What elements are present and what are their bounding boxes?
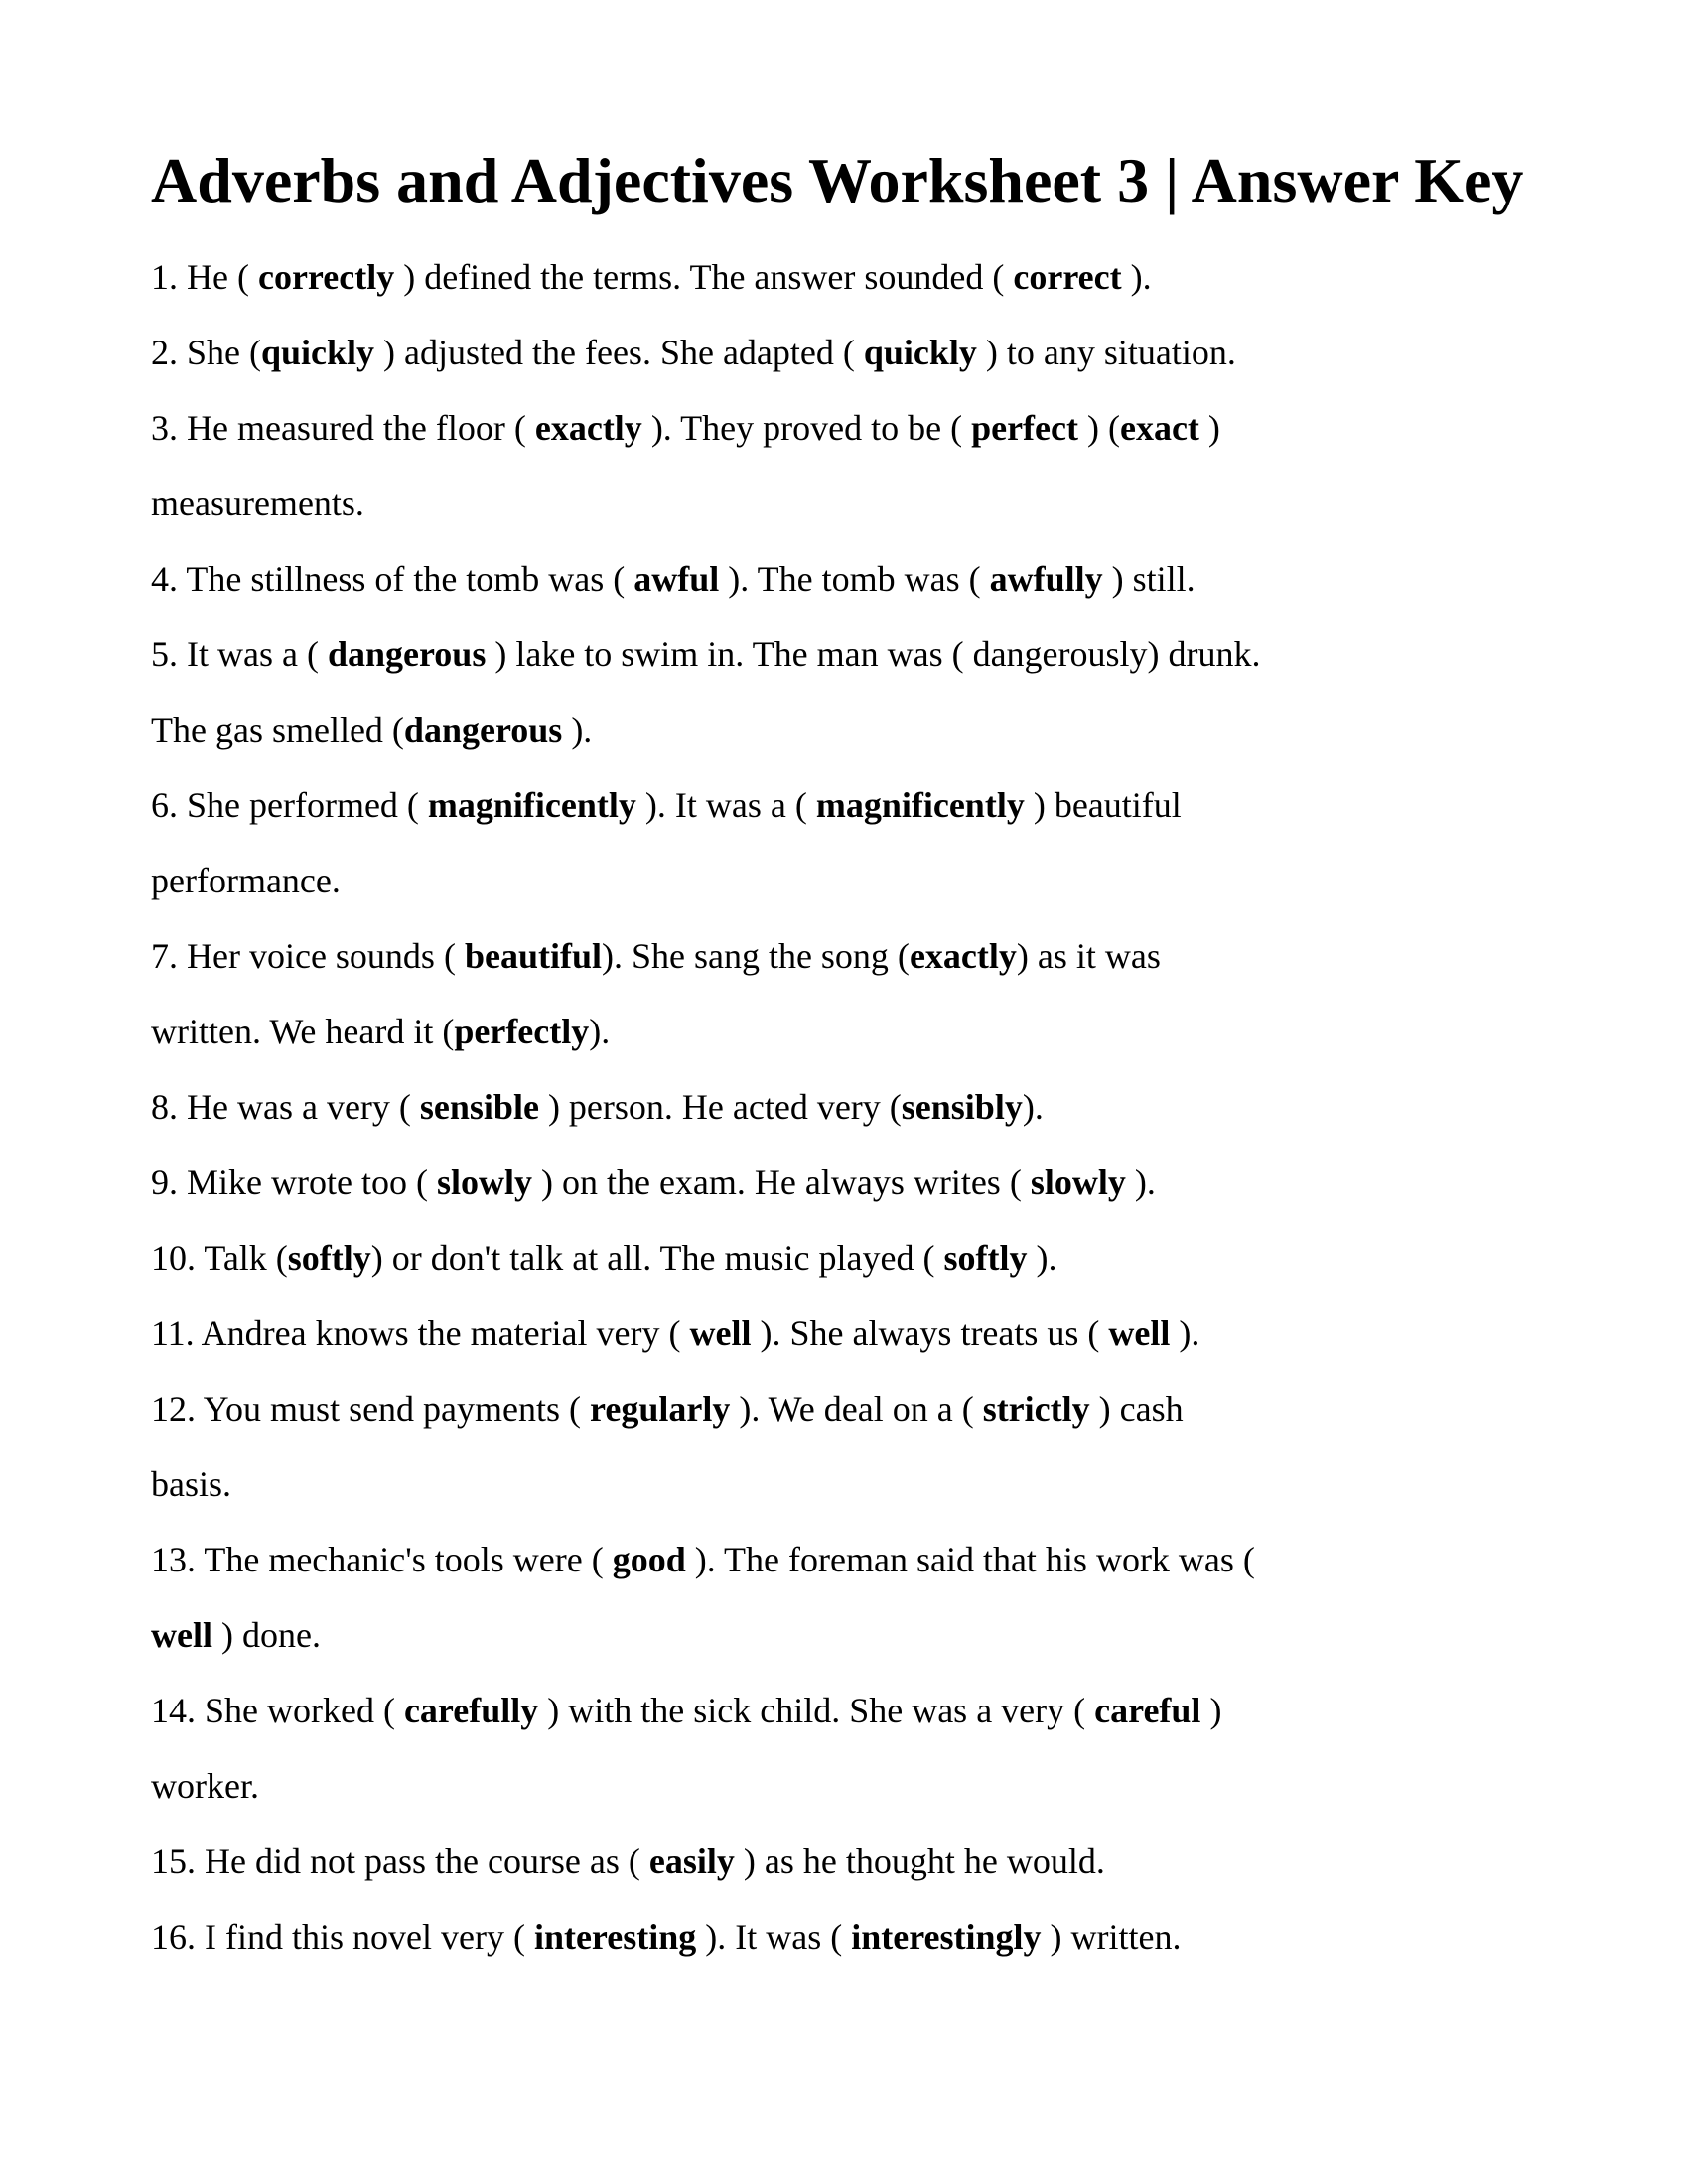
answer-word: easily [648, 1842, 735, 1882]
sentence-line [151, 1145, 1648, 1220]
sentence-text: ) done. [211, 1615, 321, 1656]
sentence-text: ) [1200, 1691, 1222, 1731]
sentence-line [151, 1220, 1648, 1296]
sentence-text: ). We deal on a ( [730, 1389, 983, 1430]
answer-word: softly [943, 1238, 1028, 1279]
answer-word: exactly [534, 408, 642, 449]
sentence-line [151, 767, 1648, 843]
sentence-text: ) defined the terms. The answer sounded ( [394, 257, 1014, 298]
answer-word: regularly [590, 1389, 731, 1430]
sentence-text: ) person. He acted very ( [538, 1087, 902, 1128]
sentence-text: performance. [151, 861, 341, 901]
answer-word: sensibly [901, 1087, 1023, 1128]
answer-word: strictly [982, 1389, 1090, 1430]
answer-word: interesting [533, 1917, 697, 1958]
sentence-text: ). She always treats us ( [751, 1313, 1109, 1354]
worksheet-body [151, 239, 1648, 1975]
sentence-line [151, 466, 1648, 541]
sentence-text: 4. The stillness of the tomb was ( [151, 559, 634, 600]
answer-word: perfect [971, 408, 1078, 449]
answer-word: slowly [436, 1162, 532, 1203]
answer-word: perfectly [454, 1012, 590, 1052]
answer-word: carefully [403, 1691, 539, 1731]
sentence-text: ). It was a ( [635, 785, 816, 826]
answer-word: interestingly [851, 1917, 1042, 1958]
answer-word: careful [1094, 1691, 1201, 1731]
answer-word: quickly [261, 333, 375, 373]
answer-word: well [151, 1615, 212, 1656]
sentence-text: 9. Mike wrote too ( [151, 1162, 437, 1203]
sentence-text: 1. He ( [151, 257, 258, 298]
sentence-text: ) cash [1089, 1389, 1184, 1430]
sentence-text: 6. She performed ( [151, 785, 428, 826]
sentence-text: written. We heard it ( [151, 1012, 455, 1052]
sentence-text: ). She sang the song ( [601, 936, 910, 977]
sentence-line [151, 1748, 1648, 1824]
answer-word: exact [1119, 408, 1199, 449]
sentence-line [151, 1522, 1648, 1597]
sentence-text: 3. He measured the floor ( [151, 408, 535, 449]
sentence-text: ). The foreman said that his work was ( [685, 1540, 1255, 1580]
sentence-line [151, 541, 1648, 616]
answer-word: awful [633, 559, 720, 600]
sentence-text: 8. He was a very ( [151, 1087, 420, 1128]
answer-word: well [689, 1313, 752, 1354]
answer-word: softly [287, 1238, 371, 1279]
sentence-text: ). The tomb was ( [719, 559, 990, 600]
sentence-text: measurements. [151, 483, 364, 524]
sentence-line [151, 843, 1648, 918]
answer-word: magnificently [815, 785, 1025, 826]
sentence-text: ) to any situation. [976, 333, 1236, 373]
answer-word: dangerous [327, 634, 487, 675]
sentence-text: 2. She ( [151, 333, 261, 373]
sentence-line [151, 1371, 1648, 1446]
sentence-text: 10. Talk ( [151, 1238, 288, 1279]
answer-word: correctly [257, 257, 395, 298]
sentence-text: ) as he thought he would. [734, 1842, 1105, 1882]
sentence-text: ). [1027, 1238, 1057, 1279]
answer-word: exactly [909, 936, 1017, 977]
sentence-text: ) still. [1102, 559, 1196, 600]
sentence-line [151, 1899, 1648, 1975]
answer-word: good [612, 1540, 686, 1580]
sentence-text: The gas smelled ( [151, 710, 404, 751]
sentence-line [151, 1824, 1648, 1899]
sentence-text: ) as it was [1016, 936, 1161, 977]
sentence-text: 13. The mechanic's tools were ( [151, 1540, 613, 1580]
sentence-line [151, 1296, 1648, 1371]
sentence-text: ). It was ( [696, 1917, 852, 1958]
sentence-text: ) [1198, 408, 1220, 449]
sentence-line [151, 994, 1648, 1069]
sentence-line [151, 1069, 1648, 1145]
answer-word: sensible [419, 1087, 539, 1128]
sentence-text: ). [1125, 1162, 1156, 1203]
sentence-text: 12. You must send payments ( [151, 1389, 591, 1430]
answer-word: quickly [863, 333, 977, 373]
answer-word: slowly [1030, 1162, 1126, 1203]
answer-word: correct [1013, 257, 1122, 298]
sentence-text: basis. [151, 1464, 231, 1505]
sentence-text: 14. She worked ( [151, 1691, 404, 1731]
sentence-text: ). [1170, 1313, 1200, 1354]
sentence-line [151, 1597, 1648, 1673]
answer-word: dangerous [403, 710, 563, 751]
answer-word: well [1108, 1313, 1171, 1354]
sentence-text: ) adjusted the fees. She adapted ( [374, 333, 864, 373]
sentence-text: ) written. [1041, 1917, 1182, 1958]
sentence-text: ) beautiful [1024, 785, 1182, 826]
sentence-text: ) with the sick child. She was a very ( [538, 1691, 1095, 1731]
sentence-line [151, 918, 1648, 994]
sentence-text: ) lake to swim in. The man was ( dangerously) drunk. [486, 634, 1261, 675]
sentence-text: 5. It was a ( [151, 634, 328, 675]
sentence-text: ). [562, 710, 593, 751]
sentence-text: ). [1121, 257, 1152, 298]
answer-word: awfully [989, 559, 1103, 600]
answer-word: beautiful [464, 936, 602, 977]
sentence-text: worker. [151, 1766, 259, 1807]
sentence-line [151, 1446, 1648, 1522]
answer-word: magnificently [427, 785, 636, 826]
sentence-line [151, 315, 1648, 390]
page-title: Adverbs and Adjectives Worksheet 3 | Answer Key [151, 145, 1524, 215]
sentence-line [151, 239, 1648, 315]
sentence-text: ) or don't talk at all. The music played ( [370, 1238, 944, 1279]
sentence-line [151, 1673, 1648, 1748]
sentence-text: 15. He did not pass the course as ( [151, 1842, 649, 1882]
sentence-text: ). They proved to be ( [641, 408, 972, 449]
sentence-line [151, 616, 1648, 692]
sentence-text: 7. Her voice sounds ( [151, 936, 465, 977]
sentence-line [151, 390, 1648, 466]
sentence-line [151, 692, 1648, 767]
sentence-text: ) ( [1077, 408, 1120, 449]
sentence-text: 11. Andrea knows the material very ( [151, 1313, 690, 1354]
sentence-text: ). [589, 1012, 611, 1052]
sentence-text: ). [1022, 1087, 1044, 1128]
sentence-text: 16. I find this novel very ( [151, 1917, 534, 1958]
sentence-text: ) on the exam. He always writes ( [531, 1162, 1031, 1203]
